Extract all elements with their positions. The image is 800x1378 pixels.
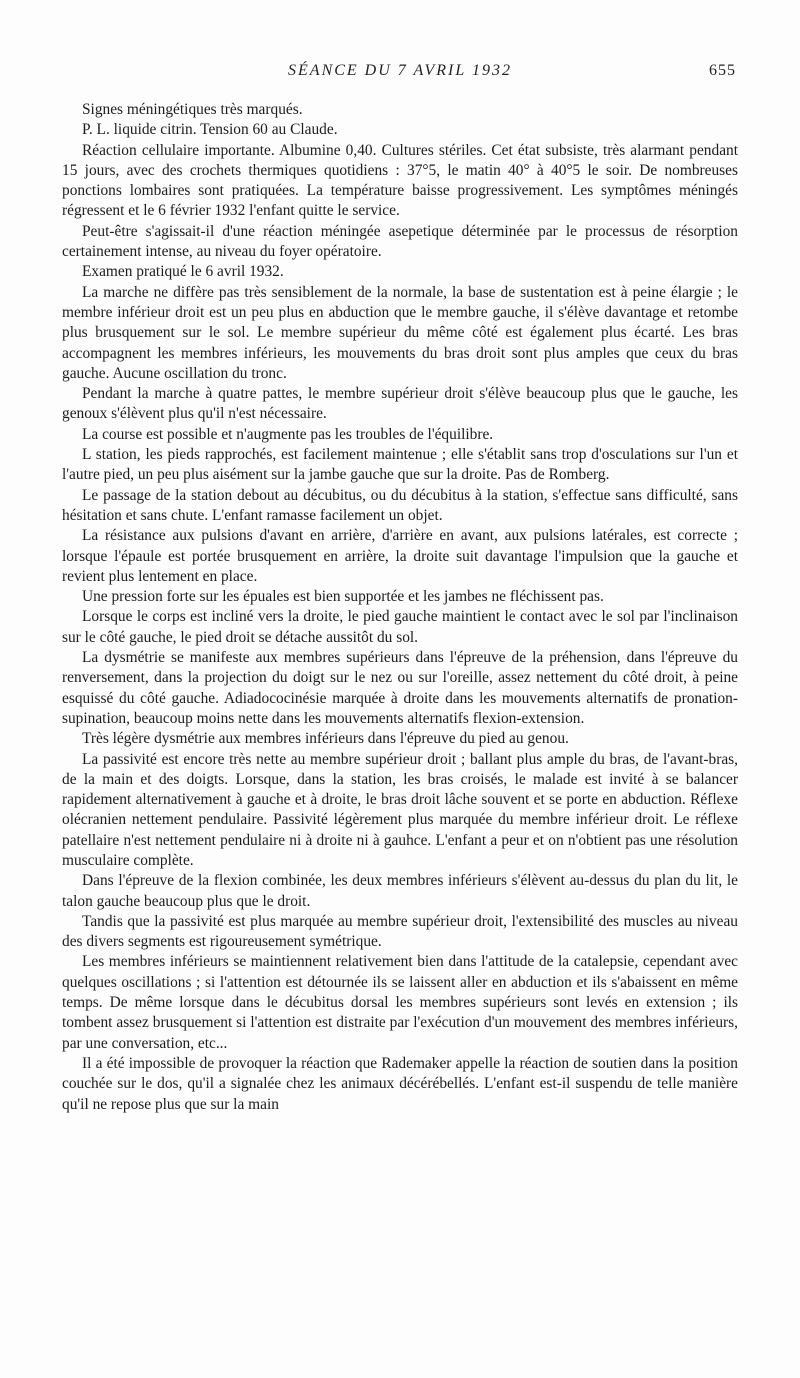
paragraph: La résistance aux pulsions d'avant en arrière, d'arrière en avant, aux pulsions latérales, est correcte ; lorsque l'épaule est portée brusquement en arrière, la droite suit davantage l'impulsion que la gauche et revient plus lentement en place. [62, 527, 738, 585]
paragraph: Lorsque le corps est incliné vers la droite, le pied gauche maintient le contact avec le sol par l'inclinaison sur le côté gauche, le pied droit se détache aussitôt du sol. [62, 608, 738, 646]
running-title: SÉANCE DU 7 AVRIL 1932 [288, 62, 512, 79]
paragraph: La course est possible et n'augmente pas les troubles de l'équilibre. [82, 425, 494, 443]
paragraph: Très légère dysmétrie aux membres inférieurs dans l'épreuve du pied au genou. [82, 730, 569, 748]
paragraph: Pendant la marche à quatre pattes, le membre supérieur droit s'élève beaucoup plus que le gauche, les genoux s'élèvent plus qu'il n'est nécessaire. [62, 385, 738, 423]
paragraph: La dysmétrie se manifeste aux membres supérieurs dans l'épreuve de la préhension, dans l'épreuve du renversement, dans la projection du doigt sur le nez ou sur l'oreille, assez nettement du côté droit, à peine esquissé du côté gauche. Adiadococinésie marquée à droite dans les mouvements alternatifs de pronation-supination, beaucoup moins nette dans les mouvements alternatifs flexion-extension. [62, 649, 738, 727]
paragraph: Réaction cellulaire importante. Albumine 0,40. Cultures stériles. Cet état subsiste, très alarmant pendant 15 jours, avec des crochets thermiques quotidiens : 37°5, le matin 40° à 40°5 le soir. De nombreuses ponctions lombaires sont pratiquées. La température baisse progressivement. Les symptômes méningés régressent et le 6 février 1932 l'enfant quitte le service. [62, 141, 738, 220]
paragraph: Les membres inférieurs se maintiennent relativement bien dans l'attitude de la catalepsie, cependant avec quelques oscillations ; si l'attention est détournée ils se laissent aller en abduction et ils s'abaissent en même temps. De même lorsque dans le décubitus dorsal les membres supérieurs sont levés en extension ; ils tombent assez brusquement si l'attention est distraite par l'exécution d'un mouvement des membres inférieurs, par une conversation, etc... [62, 953, 738, 1052]
paragraph: Une pression forte sur les épuales est bien supportée et les jambes ne fléchissent pas. [82, 588, 604, 606]
paragraph: L station, les pieds rapprochés, est facilement maintenue ; elle s'établit sans trop d'osculations sur l'un et l'autre pied, un peu plus aisément sur la jambe gauche que sur la droite. Pas de Romberg. [62, 446, 738, 484]
paragraph: La marche ne diffère pas très sensiblement de la normale, la base de sustentation est à peine élargie ; le membre inférieur droit est un peu plus en abduction que le membre gauche, il s'élève davantage et retombe plus brusquement sur le sol. Le membre supérieur du même côté est également plus écarté. Les bras accompagnent les membres inférieurs, les mouvements du bras droit sont plus amples que ceux du bras gauche. Aucune oscillation du tronc. [62, 283, 738, 382]
page-number: 655 [709, 62, 736, 79]
paragraph: Il a été impossible de provoquer la réaction que Rademaker appelle la réaction de soutien dans la position couchée sur le dos, qu'il a signalée chez les animaux décérébellés. L'enfant est-il suspendu de telle manière qu'il ne repose plus que sur la main [62, 1054, 738, 1113]
paragraph: Le passage de la station debout au décubitus, ou du décubitus à la station, s'effectue sans difficulté, sans hésitation et sans chute. L'enfant ramasse facilement un objet. [62, 486, 738, 524]
running-head [62, 62, 738, 86]
paragraph: La passivité est encore très nette au membre supérieur droit ; ballant plus ample du bras, de l'avant-bras, de la main et des doigts. Lorsque, dans la station, les bras croisés, le malade est invité à se balancer rapidement alternativement à gauche et à droite, le bras droit lâche souvent et se porte en abduction. Réflexe olécranien nettement pendulaire. Passivité légèrement plus marquée du membre inférieur droit. Le réflexe patellaire n'est nettement pendulaire ni à droite ni à gauhce. L'enfant a peur et on n'obtient pas une résolution musculaire complète. [62, 750, 738, 869]
paragraph: Peut-être s'agissait-il d'une réaction méningée asepetique déterminée par le processus de résorption certainement intense, au niveau du foyer opératoire. [62, 222, 738, 261]
paragraph: Signes méningétiques très marqués. [82, 101, 303, 118]
paragraph: Dans l'épreuve de la flexion combinée, les deux membres inférieurs s'élèvent au-dessus du plan du lit, le talon gauche beaucoup plus que le droit. [62, 872, 738, 910]
paragraph: Examen pratiqué le 6 avril 1932. [82, 263, 284, 281]
paragraph: Tandis que la passivité est plus marquée au membre supérieur droit, l'extensibilité des muscles au niveau des divers segments est rigoureusement symétrique. [62, 912, 738, 951]
body-text [62, 100, 738, 1115]
paragraph: P. L. liquide citrin. Tension 60 au Claude. [82, 121, 338, 139]
